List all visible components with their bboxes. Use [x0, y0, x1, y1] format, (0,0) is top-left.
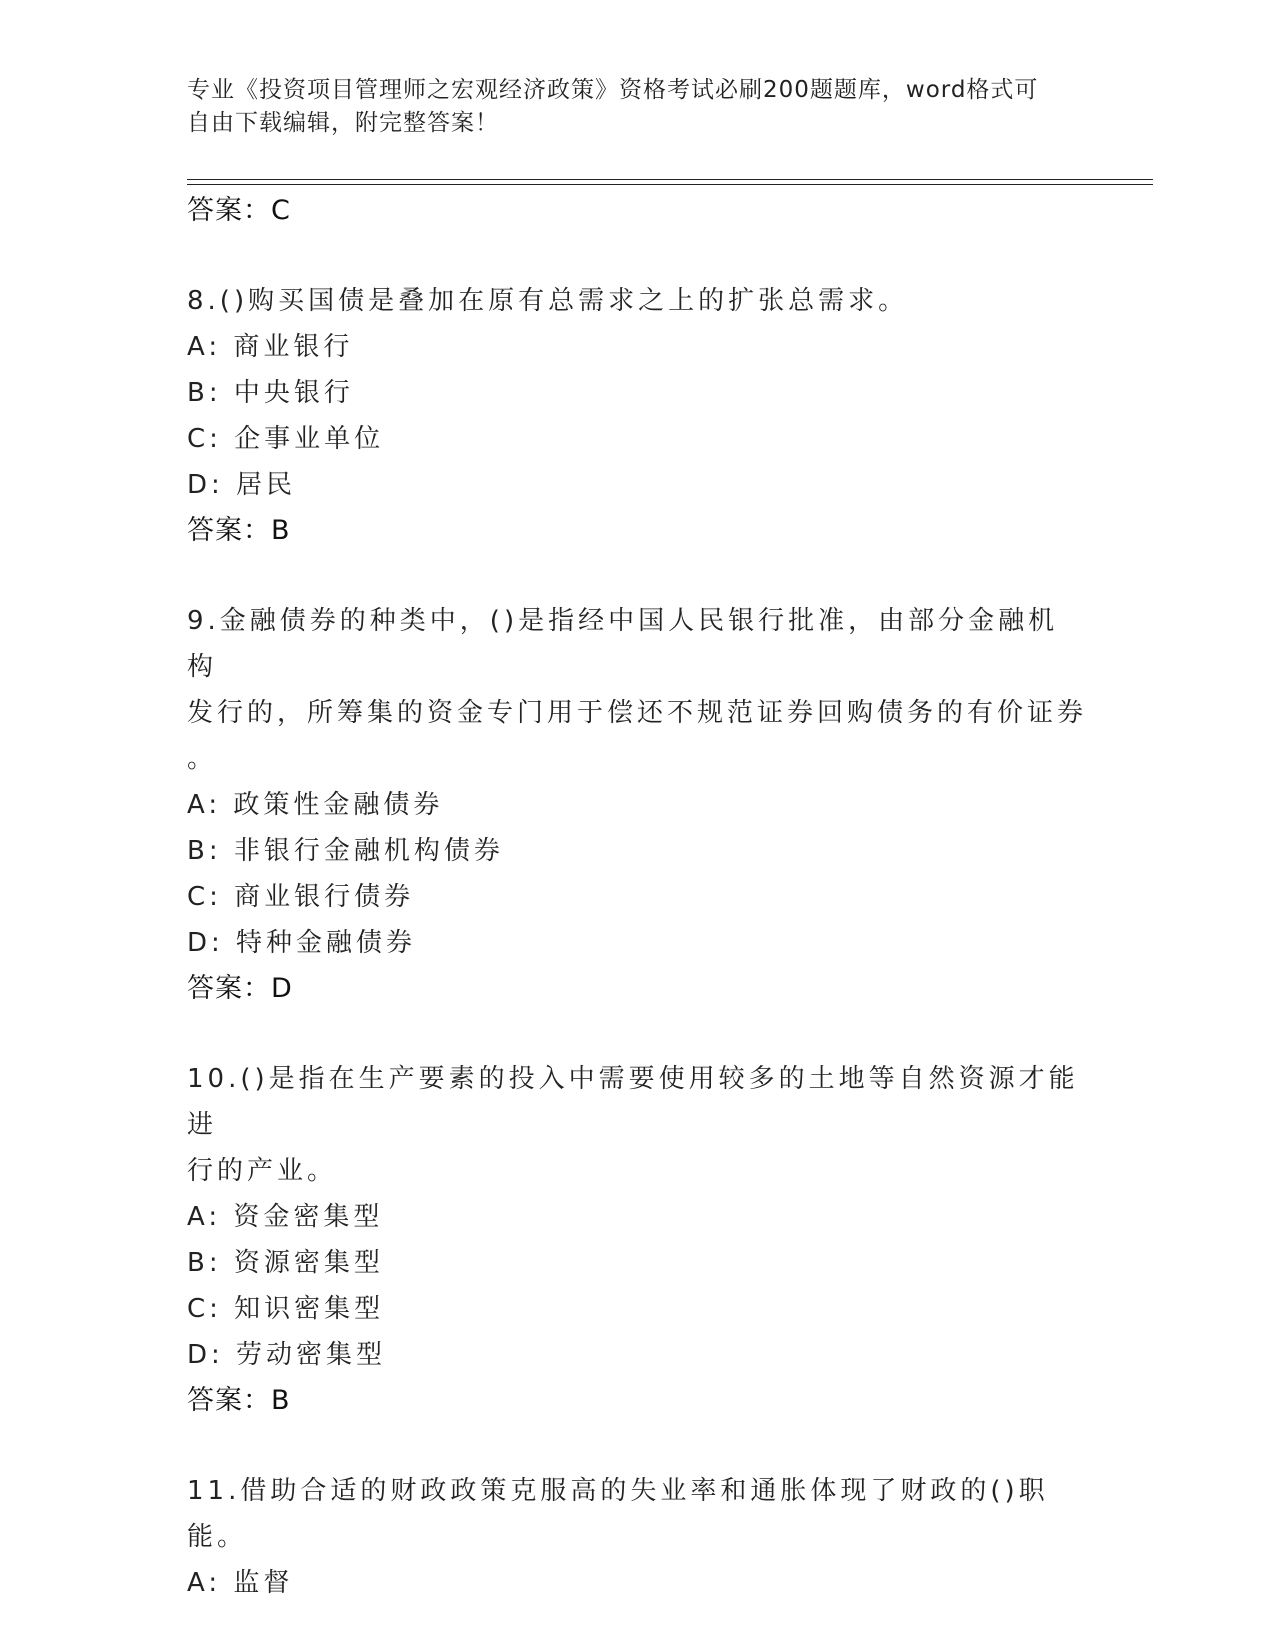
answer-line: 答案：B [187, 515, 291, 546]
header-line-2: 自由下载编辑，附完整答案！ [187, 110, 499, 136]
question-text: 11.借助合适的财政政策克服高的失业率和通胀体现了财政的()职能。 [187, 1476, 1049, 1552]
option-b: B: 中央银行 [187, 378, 354, 408]
question-item [187, 1468, 1087, 1606]
answer-line: 答案：C [187, 195, 291, 226]
option-a: A: 政策性金融债券 [187, 790, 444, 820]
question-item [187, 1056, 1087, 1424]
option-d: D: 劳动密集型 [187, 1340, 387, 1370]
header-divider-bottom [187, 184, 1153, 185]
header-line-1: 专业《投资项目管理师之宏观经济政策》资格考试必刷200题题库，word格式可 [187, 77, 1039, 103]
question-text: 8.()购买国债是叠加在原有总需求之上的扩张总需求。 [187, 286, 909, 316]
question-text-line-3: 。 [187, 744, 218, 774]
option-b: B: 资源密集型 [187, 1248, 384, 1278]
question-list [187, 188, 1087, 1606]
question-item [187, 278, 1087, 554]
option-c: C: 知识密集型 [187, 1294, 385, 1324]
answer-line: 答案：D [187, 973, 293, 1004]
document-header [187, 74, 1067, 140]
option-a: A: 监督 [187, 1568, 294, 1598]
question-text-line-1: 9.金融债券的种类中，()是指经中国人民银行批准，由部分金融机构 [187, 606, 1059, 682]
option-d: D: 特种金融债券 [187, 928, 417, 958]
option-c: C: 商业银行债券 [187, 882, 415, 912]
question-text-line-2: 行的产业。 [187, 1156, 338, 1186]
question-text-line-2: 发行的，所筹集的资金专门用于偿还不规范证券回购债务的有价证券 [187, 698, 1088, 728]
option-d: D: 居民 [187, 470, 297, 500]
option-c: C: 企事业单位 [187, 424, 385, 454]
answer-line: 答案：B [187, 1385, 291, 1416]
option-a: A: 商业银行 [187, 332, 354, 362]
option-a: A: 资金密集型 [187, 1202, 384, 1232]
question-item [187, 598, 1087, 1012]
header-divider-top [187, 179, 1153, 180]
option-b: B: 非银行金融机构债券 [187, 836, 504, 866]
question-text-line-1: 10.()是指在生产要素的投入中需要使用较多的土地等自然资源才能进 [187, 1064, 1079, 1140]
